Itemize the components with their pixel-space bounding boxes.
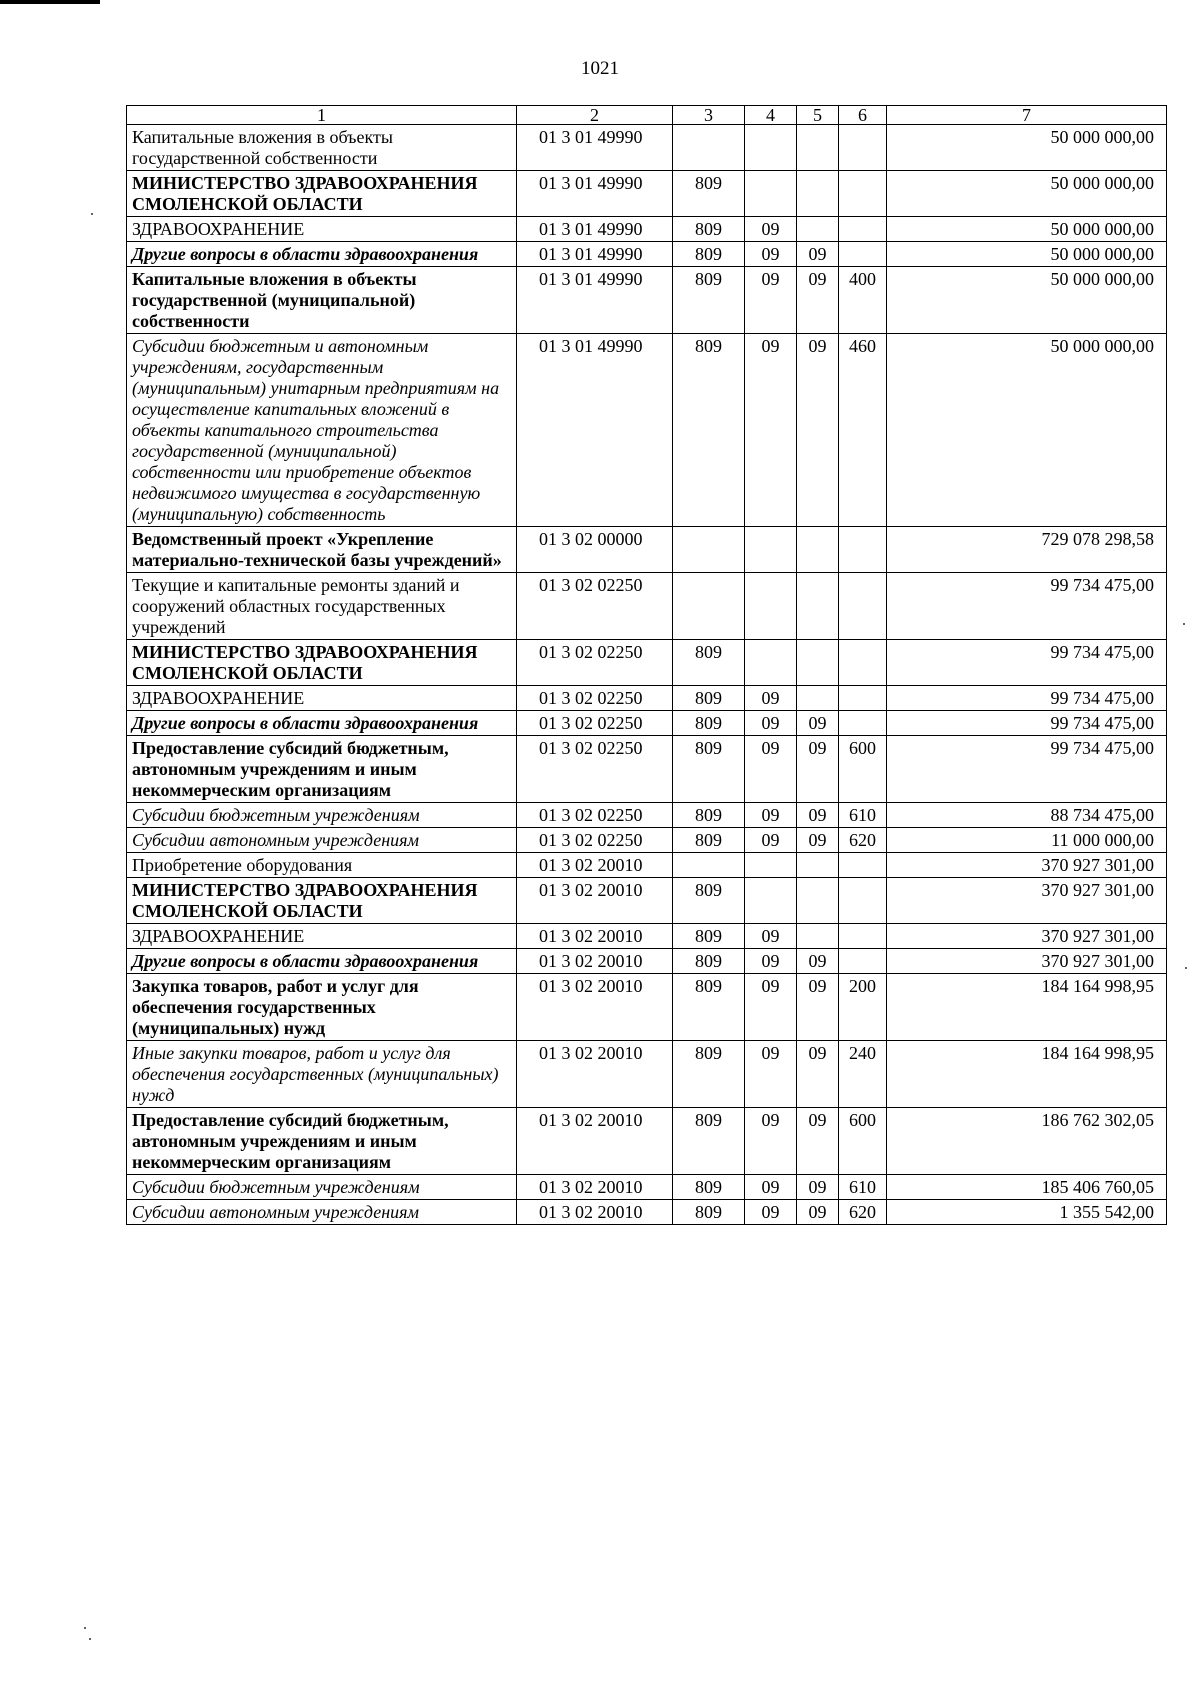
budget-table <box>126 105 1167 1225</box>
row-subsection-cell: 09 <box>797 1200 839 1225</box>
row-amount-cell: 50 000 000,00 <box>887 267 1167 334</box>
table-row <box>127 949 1167 974</box>
row-subsection-cell: 09 <box>797 949 839 974</box>
row-section-cell: 09 <box>745 334 797 527</box>
row-amount-cell: 184 164 998,95 <box>887 974 1167 1041</box>
header-cell-7: 7 <box>887 106 1167 125</box>
row-expense-type-cell: 620 <box>839 828 887 853</box>
row-code-cell: 01 3 02 02250 <box>517 640 673 686</box>
row-name-cell: Закупка товаров, работ и услуг для обеспечения государственных (муниципальных) нужд <box>127 974 517 1041</box>
top-border-line <box>0 0 100 4</box>
row-ministry-code-cell: 809 <box>673 924 745 949</box>
table-row <box>127 1041 1167 1108</box>
row-subsection-cell: 09 <box>797 803 839 828</box>
row-name-cell: Капитальные вложения в объекты государственной (муниципальной) собственности <box>127 267 517 334</box>
page-number: 1021 <box>581 58 619 79</box>
row-ministry-code-cell: 809 <box>673 242 745 267</box>
row-expense-type-cell <box>839 171 887 217</box>
row-expense-type-cell: 620 <box>839 1200 887 1225</box>
row-ministry-code-cell: 809 <box>673 803 745 828</box>
row-amount-cell: 50 000 000,00 <box>887 242 1167 267</box>
row-name-cell: Субсидии автономным учреждениям <box>127 1200 517 1225</box>
row-ministry-code-cell: 809 <box>673 686 745 711</box>
row-expense-type-cell <box>839 949 887 974</box>
header-cell-1: 1 <box>127 106 517 125</box>
row-amount-cell: 370 927 301,00 <box>887 949 1167 974</box>
scan-speck <box>91 213 93 215</box>
row-section-cell: 09 <box>745 267 797 334</box>
row-name-cell: Субсидии автономным учреждениям <box>127 828 517 853</box>
row-code-cell: 01 3 02 20010 <box>517 1200 673 1225</box>
row-amount-cell: 50 000 000,00 <box>887 334 1167 527</box>
row-subsection-cell: 09 <box>797 242 839 267</box>
row-section-cell: 09 <box>745 828 797 853</box>
row-section-cell <box>745 125 797 171</box>
row-amount-cell: 88 734 475,00 <box>887 803 1167 828</box>
table-row <box>127 1200 1167 1225</box>
row-amount-cell: 11 000 000,00 <box>887 828 1167 853</box>
row-expense-type-cell <box>839 217 887 242</box>
row-amount-cell: 1 355 542,00 <box>887 1200 1167 1225</box>
row-expense-type-cell <box>839 573 887 640</box>
row-ministry-code-cell: 809 <box>673 1175 745 1200</box>
row-name-cell: Субсидии бюджетным учреждениям <box>127 1175 517 1200</box>
row-ministry-code-cell <box>673 573 745 640</box>
header-cell-3: 3 <box>673 106 745 125</box>
row-expense-type-cell <box>839 640 887 686</box>
row-ministry-code-cell: 809 <box>673 334 745 527</box>
row-expense-type-cell <box>839 125 887 171</box>
row-name-cell: Иные закупки товаров, работ и услуг для обеспечения государственных (муниципальных) нужд <box>127 1041 517 1108</box>
row-code-cell: 01 3 02 02250 <box>517 711 673 736</box>
row-amount-cell: 99 734 475,00 <box>887 711 1167 736</box>
row-expense-type-cell <box>839 242 887 267</box>
row-name-cell: Другие вопросы в области здравоохранения <box>127 711 517 736</box>
table-row <box>127 267 1167 334</box>
row-ministry-code-cell: 809 <box>673 711 745 736</box>
row-name-cell: ЗДРАВООХРАНЕНИЕ <box>127 217 517 242</box>
row-code-cell: 01 3 02 02250 <box>517 736 673 803</box>
row-section-cell: 09 <box>745 686 797 711</box>
row-amount-cell: 99 734 475,00 <box>887 640 1167 686</box>
row-subsection-cell <box>797 125 839 171</box>
row-code-cell: 01 3 02 02250 <box>517 828 673 853</box>
row-ministry-code-cell <box>673 125 745 171</box>
row-section-cell <box>745 527 797 573</box>
row-name-cell: Субсидии бюджетным учреждениям <box>127 803 517 828</box>
row-name-cell: МИНИСТЕРСТВО ЗДРАВООХРАНЕНИЯ СМОЛЕНСКОЙ ОБЛАСТИ <box>127 640 517 686</box>
row-amount-cell: 99 734 475,00 <box>887 573 1167 640</box>
row-subsection-cell <box>797 878 839 924</box>
row-subsection-cell <box>797 217 839 242</box>
header-cell-5: 5 <box>797 106 839 125</box>
table-row <box>127 527 1167 573</box>
row-name-cell: Приобретение оборудования <box>127 853 517 878</box>
table-row <box>127 736 1167 803</box>
row-expense-type-cell <box>839 853 887 878</box>
row-ministry-code-cell <box>673 853 745 878</box>
row-code-cell: 01 3 02 02250 <box>517 686 673 711</box>
row-section-cell: 09 <box>745 924 797 949</box>
row-subsection-cell <box>797 686 839 711</box>
row-amount-cell: 50 000 000,00 <box>887 171 1167 217</box>
row-code-cell: 01 3 02 20010 <box>517 1041 673 1108</box>
row-expense-type-cell: 240 <box>839 1041 887 1108</box>
row-expense-type-cell <box>839 924 887 949</box>
row-name-cell: Субсидии бюджетным и автономным учреждениям, государственным (муниципальным) унитарным предприятиям на осуществление капитальных вложений в объекты капитального строительства государственной (муниципальной) собственности или приобретение объектов недвижимого имущества в государственную (муниципальную) собственность <box>127 334 517 527</box>
row-code-cell: 01 3 02 20010 <box>517 878 673 924</box>
table-row <box>127 711 1167 736</box>
row-section-cell: 09 <box>745 217 797 242</box>
row-amount-cell: 50 000 000,00 <box>887 217 1167 242</box>
table-body <box>127 106 1167 1225</box>
row-subsection-cell: 09 <box>797 1108 839 1175</box>
row-amount-cell: 370 927 301,00 <box>887 878 1167 924</box>
row-section-cell: 09 <box>745 1108 797 1175</box>
row-ministry-code-cell: 809 <box>673 736 745 803</box>
header-cell-6: 6 <box>839 106 887 125</box>
row-code-cell: 01 3 02 02250 <box>517 803 673 828</box>
scan-speck <box>1185 967 1187 969</box>
table-row <box>127 974 1167 1041</box>
table-row <box>127 640 1167 686</box>
table-row <box>127 217 1167 242</box>
row-ministry-code-cell: 809 <box>673 171 745 217</box>
row-ministry-code-cell: 809 <box>673 828 745 853</box>
row-expense-type-cell <box>839 527 887 573</box>
row-section-cell: 09 <box>745 974 797 1041</box>
row-subsection-cell: 09 <box>797 334 839 527</box>
row-ministry-code-cell: 809 <box>673 267 745 334</box>
row-ministry-code-cell: 809 <box>673 640 745 686</box>
row-code-cell: 01 3 02 20010 <box>517 974 673 1041</box>
row-expense-type-cell: 200 <box>839 974 887 1041</box>
row-section-cell: 09 <box>745 949 797 974</box>
row-ministry-code-cell: 809 <box>673 1108 745 1175</box>
row-name-cell: Другие вопросы в области здравоохранения <box>127 949 517 974</box>
row-section-cell: 09 <box>745 803 797 828</box>
row-code-cell: 01 3 02 20010 <box>517 924 673 949</box>
row-amount-cell: 185 406 760,05 <box>887 1175 1167 1200</box>
table-row <box>127 171 1167 217</box>
row-section-cell: 09 <box>745 1041 797 1108</box>
table-row <box>127 828 1167 853</box>
row-subsection-cell: 09 <box>797 711 839 736</box>
row-code-cell: 01 3 02 20010 <box>517 1108 673 1175</box>
table-row <box>127 878 1167 924</box>
row-code-cell: 01 3 02 00000 <box>517 527 673 573</box>
row-section-cell <box>745 853 797 878</box>
scan-speck <box>1183 623 1185 625</box>
header-cell-2: 2 <box>517 106 673 125</box>
row-name-cell: ЗДРАВООХРАНЕНИЕ <box>127 924 517 949</box>
row-ministry-code-cell: 809 <box>673 974 745 1041</box>
row-section-cell <box>745 640 797 686</box>
row-expense-type-cell: 460 <box>839 334 887 527</box>
row-code-cell: 01 3 02 02250 <box>517 573 673 640</box>
row-subsection-cell: 09 <box>797 736 839 803</box>
row-expense-type-cell: 610 <box>839 1175 887 1200</box>
row-section-cell: 09 <box>745 242 797 267</box>
row-name-cell: Предоставление субсидий бюджетным, автономным учреждениям и иным некоммерческим организациям <box>127 736 517 803</box>
row-amount-cell: 729 078 298,58 <box>887 527 1167 573</box>
row-amount-cell: 370 927 301,00 <box>887 924 1167 949</box>
row-code-cell: 01 3 01 49990 <box>517 334 673 527</box>
row-subsection-cell <box>797 924 839 949</box>
row-subsection-cell <box>797 640 839 686</box>
table-row <box>127 125 1167 171</box>
row-name-cell: ЗДРАВООХРАНЕНИЕ <box>127 686 517 711</box>
row-name-cell: Ведомственный проект «Укрепление материально-технической базы учреждений» <box>127 527 517 573</box>
row-ministry-code-cell: 809 <box>673 217 745 242</box>
row-expense-type-cell: 600 <box>839 1108 887 1175</box>
row-expense-type-cell <box>839 711 887 736</box>
row-name-cell: Текущие и капитальные ремонты зданий и сооружений областных государственных учреждений <box>127 573 517 640</box>
row-subsection-cell: 09 <box>797 1175 839 1200</box>
table-row <box>127 853 1167 878</box>
row-ministry-code-cell: 809 <box>673 1041 745 1108</box>
row-code-cell: 01 3 01 49990 <box>517 267 673 334</box>
header-row <box>127 106 1167 125</box>
row-subsection-cell: 09 <box>797 267 839 334</box>
table-row <box>127 1175 1167 1200</box>
row-code-cell: 01 3 02 20010 <box>517 1175 673 1200</box>
row-amount-cell: 370 927 301,00 <box>887 853 1167 878</box>
row-section-cell: 09 <box>745 711 797 736</box>
row-code-cell: 01 3 01 49990 <box>517 242 673 267</box>
row-ministry-code-cell <box>673 527 745 573</box>
row-ministry-code-cell: 809 <box>673 949 745 974</box>
table-row <box>127 573 1167 640</box>
row-amount-cell: 99 734 475,00 <box>887 686 1167 711</box>
row-expense-type-cell <box>839 686 887 711</box>
table-row <box>127 803 1167 828</box>
table-row <box>127 1108 1167 1175</box>
table-row <box>127 686 1167 711</box>
row-section-cell <box>745 573 797 640</box>
row-name-cell: МИНИСТЕРСТВО ЗДРАВООХРАНЕНИЯ СМОЛЕНСКОЙ ОБЛАСТИ <box>127 171 517 217</box>
row-expense-type-cell <box>839 878 887 924</box>
row-name-cell: Другие вопросы в области здравоохранения <box>127 242 517 267</box>
row-subsection-cell <box>797 527 839 573</box>
row-subsection-cell <box>797 853 839 878</box>
row-section-cell <box>745 878 797 924</box>
row-subsection-cell: 09 <box>797 1041 839 1108</box>
row-section-cell: 09 <box>745 1175 797 1200</box>
table-row <box>127 334 1167 527</box>
row-expense-type-cell: 400 <box>839 267 887 334</box>
row-code-cell: 01 3 02 20010 <box>517 853 673 878</box>
scan-speck <box>89 1638 91 1640</box>
row-subsection-cell: 09 <box>797 828 839 853</box>
row-name-cell: Предоставление субсидий бюджетным, автономным учреждениям и иным некоммерческим организациям <box>127 1108 517 1175</box>
row-amount-cell: 184 164 998,95 <box>887 1041 1167 1108</box>
row-code-cell: 01 3 01 49990 <box>517 125 673 171</box>
table-row <box>127 924 1167 949</box>
row-amount-cell: 99 734 475,00 <box>887 736 1167 803</box>
row-section-cell: 09 <box>745 736 797 803</box>
row-subsection-cell <box>797 171 839 217</box>
scan-speck <box>84 1627 86 1629</box>
row-section-cell: 09 <box>745 1200 797 1225</box>
row-section-cell <box>745 171 797 217</box>
row-subsection-cell <box>797 573 839 640</box>
row-amount-cell: 50 000 000,00 <box>887 125 1167 171</box>
row-code-cell: 01 3 01 49990 <box>517 171 673 217</box>
row-code-cell: 01 3 01 49990 <box>517 217 673 242</box>
table-row <box>127 242 1167 267</box>
row-ministry-code-cell: 809 <box>673 878 745 924</box>
row-expense-type-cell: 610 <box>839 803 887 828</box>
row-expense-type-cell: 600 <box>839 736 887 803</box>
header-cell-4: 4 <box>745 106 797 125</box>
row-code-cell: 01 3 02 20010 <box>517 949 673 974</box>
row-subsection-cell: 09 <box>797 974 839 1041</box>
row-name-cell: МИНИСТЕРСТВО ЗДРАВООХРАНЕНИЯ СМОЛЕНСКОЙ ОБЛАСТИ <box>127 878 517 924</box>
row-amount-cell: 186 762 302,05 <box>887 1108 1167 1175</box>
row-ministry-code-cell: 809 <box>673 1200 745 1225</box>
row-name-cell: Капитальные вложения в объекты государственной собственности <box>127 125 517 171</box>
